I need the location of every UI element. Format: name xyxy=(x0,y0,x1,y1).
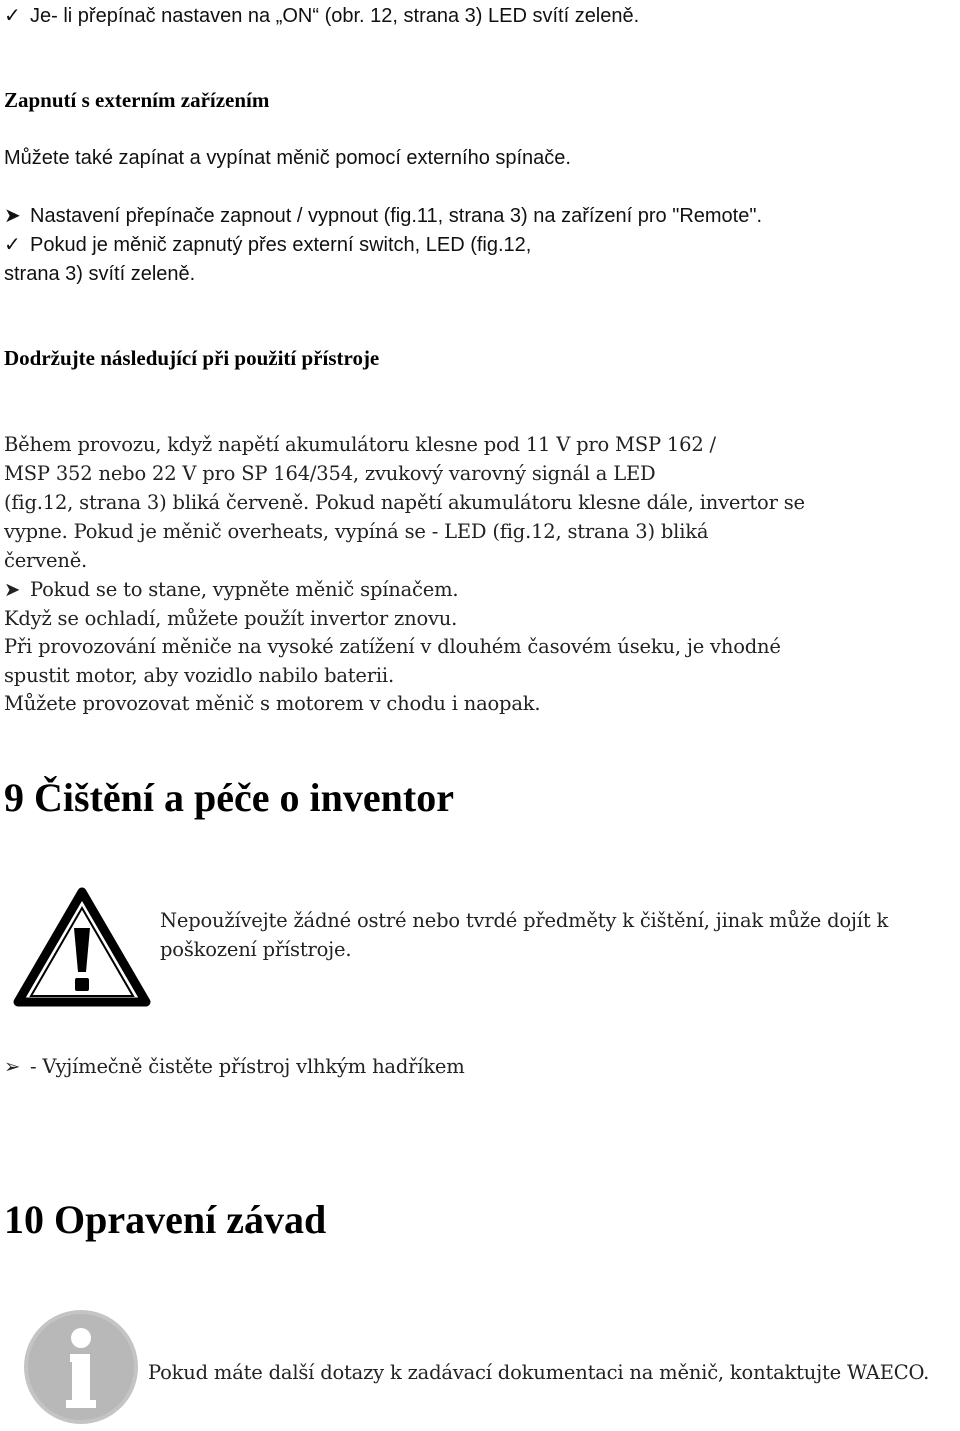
warning-text-line1: Nepoužívejte žádné ostré nebo tvrdé předměty k čištění, jinak může dojít k xyxy=(160,909,889,932)
usage-line: červeně. xyxy=(4,549,88,572)
usage-line: Během provozu, když napětí akumulátoru klesne pod 11 V pro MSP 162 / xyxy=(4,433,716,456)
usage-after-line: Při provozování měniče na vysoké zatížení v dlouhém časovém úseku, je vhodné xyxy=(4,635,781,658)
info-icon xyxy=(22,1308,140,1426)
warning-icon xyxy=(12,886,152,1008)
check-mark: ✓ xyxy=(4,5,21,27)
external-step xyxy=(4,202,762,231)
usage-heading: Dodržujte následující při použití přístroje xyxy=(4,346,380,370)
external-intro: Můžete také zapínat a vypínat měnič pomocí externího spínače. xyxy=(4,147,571,169)
usage-after-line: Když se ochladí, můžete použít invertor znovu. xyxy=(4,607,458,630)
usage-line: vypne. Pokud je měnič overheats, vypíná se - LED (fig.12, strana 3) bliká xyxy=(4,520,709,543)
usage-step xyxy=(4,575,458,604)
arrow-icon: ➤ xyxy=(4,578,21,601)
external-result-line1: Pokud je měnič zapnutý přes externí switch, LED (fig.12, xyxy=(30,234,532,256)
usage-after-line: spustit motor, aby vozidlo nabilo baterii. xyxy=(4,664,394,687)
cleaning-heading: 9 Čištění a péče o inventor xyxy=(4,775,454,820)
external-result xyxy=(4,231,531,260)
cleaning-bullet xyxy=(4,1052,465,1081)
arrow-icon: ➤ xyxy=(4,205,21,227)
info-text: Pokud máte další dotazy k zadávací dokumentaci na měnič, kontaktujte WAECO. xyxy=(148,1361,930,1384)
warning-text-line2: poškození přístroje. xyxy=(160,938,352,961)
cleaning-bullet-text: - Vyjímečně čistěte přístroj vlhkým hadříkem xyxy=(30,1055,465,1078)
led-on-line xyxy=(4,2,639,31)
bullet-arrow-icon: ➢ xyxy=(4,1055,21,1078)
repair-heading: 10 Opravení závad xyxy=(4,1197,327,1242)
usage-after-line: Můžete provozovat měnič s motorem v chodu i naopak. xyxy=(4,692,541,715)
check-mark: ✓ xyxy=(4,234,21,256)
external-result-line2: strana 3) svítí zeleně. xyxy=(4,263,196,285)
usage-line: (fig.12, strana 3) bliká červeně. Pokud napětí akumulátoru klesne dále, invertor se xyxy=(4,491,805,514)
usage-step-text: Pokud se to stane, vypněte měnič spínačem. xyxy=(30,578,459,601)
external-step-text: Nastavení přepínače zapnout / vypnout (fig.11, strana 3) na zařízení pro "Remote". xyxy=(30,205,763,227)
led-on-text: Je- li přepínač nastaven na „ON“ (obr. 12, strana 3) LED svítí zeleně. xyxy=(30,5,640,27)
usage-line: MSP 352 nebo 22 V pro SP 164/354, zvukový varovný signál a LED xyxy=(4,462,656,485)
external-heading: Zapnutí s externím zařízením xyxy=(4,88,270,112)
